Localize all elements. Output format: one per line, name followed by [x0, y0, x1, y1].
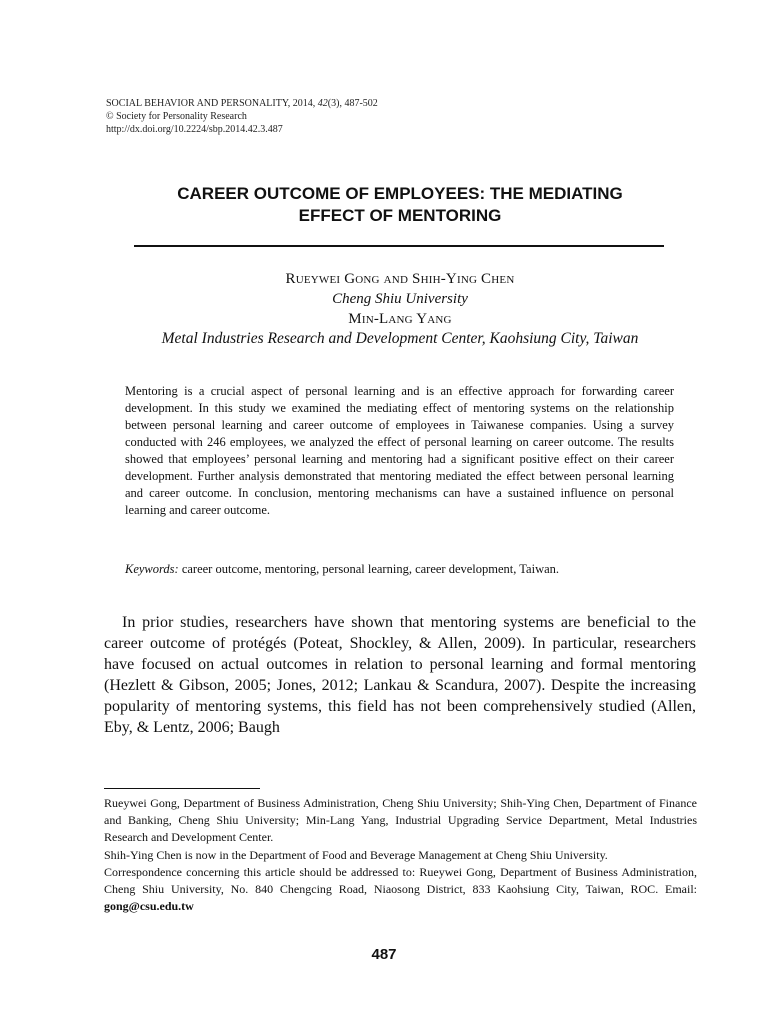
copyright-line: © Society for Personality Research	[106, 111, 247, 122]
email-link[interactable]: gong@csu.edu.tw	[104, 899, 194, 914]
author-block	[60, 269, 740, 349]
journal-name: SOCIAL BEHAVIOR AND PERSONALITY, 2014,	[106, 98, 318, 109]
footnote-correspondence	[104, 864, 697, 916]
footnotes	[104, 795, 697, 915]
journal-volume: 42	[317, 98, 328, 109]
keywords-label: Keywords:	[125, 562, 179, 576]
affiliation-2: Metal Industries Research and Development Center, Kaohsiung City, Taiwan	[161, 330, 639, 347]
journal-issue-pages: (3), 487-502	[327, 98, 378, 109]
journal-citation	[106, 97, 378, 110]
abstract: Mentoring is a crucial aspect of personal learning and is an effective approach for forwarding career development. In this study we examined the mediating effect of mentoring systems on the relationship between personal learning and career outcome of employees in Taiwanese companies. Using a survey conducted with 246 employees, we analyzed the effect of personal learning on career outcome. The results showed that employees’ personal learning and mentoring had a significant positive effect on their career development. Further analysis demonstrated that mentoring mediated the effect between personal learning and career outcome. In conclusion, mentoring mechanisms can have a sustained influence on personal learning and career outcome.	[125, 384, 674, 517]
keywords	[125, 561, 674, 578]
page-number: 487	[371, 946, 397, 963]
title-line-2: EFFECT OF MENTORING	[298, 206, 502, 225]
author-names-1: Rueywei Gong and Shih-Ying Chen	[285, 271, 515, 287]
doi-link[interactable]: http://dx.doi.org/10.2224/sbp.2014.42.3.487	[106, 124, 283, 135]
author-names-2: Min-Lang Yang	[348, 311, 452, 327]
title-divider	[134, 245, 664, 247]
footnote-affiliations: Rueywei Gong, Department of Business Administration, Cheng Shiu University; Shih-Ying Chen, Department of Finance and Banking, Cheng Shiu University; Min-Lang Yang, Industrial Upgrading Service Department, Metal Industries Research and Development Center.	[104, 796, 697, 845]
keywords-text: career outcome, mentoring, personal learning, career development, Taiwan.	[178, 562, 560, 576]
body-paragraph: In prior studies, researchers have shown that mentoring systems are beneficial to the career outcome of protégés (Poteat, Shockley, & Allen, 2009). In particular, researchers have focused on actual outcomes in relation to personal learning and formal mentoring (Hezlett & Gibson, 2005; Jones, 2012; Lankau & Scandura, 2007). Despite the increasing popularity of mentoring systems, this field has not been comprehensively studied (Allen, Eby, & Lentz, 2006; Baugh	[104, 614, 696, 736]
paper-title	[120, 183, 680, 227]
journal-header	[106, 97, 378, 136]
footnote-divider	[104, 788, 260, 789]
affiliation-1: Cheng Shiu University	[332, 291, 468, 307]
footnote-current-affiliation: Shih-Ying Chen is now in the Department of Food and Beverage Management at Cheng Shiu University.	[104, 847, 608, 862]
correspondence-text: Correspondence concerning this article should be addressed to: Rueywei Gong, Department of Business Administration, Cheng Shiu University, No. 840 Chengcing Road, Niaosong District, 833 Kaohsiung City, Taiwan, ROC. Email:	[104, 864, 697, 897]
title-line-1: CAREER OUTCOME OF EMPLOYEES: THE MEDIATING	[177, 184, 623, 203]
